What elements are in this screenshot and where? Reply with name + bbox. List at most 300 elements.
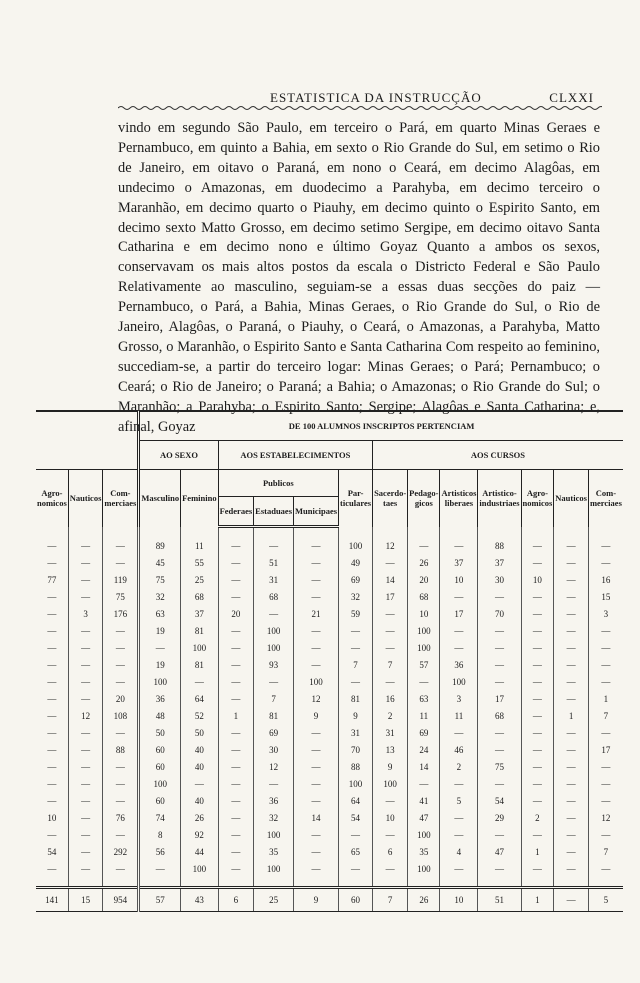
table-cell: — [588,622,622,639]
table-cell: — [554,571,589,588]
table-cell: — [554,843,589,860]
table-cell: 2 [521,809,554,826]
table-cell: — [521,690,554,707]
table-cell: 46 [440,741,478,758]
table-cell: 52 [181,707,218,724]
table-cell: — [554,605,589,622]
table-row [36,707,623,724]
wavy-rule [118,104,602,112]
table-cell: 54 [478,792,521,809]
table-cell: — [218,860,254,877]
table-cell: — [339,860,373,877]
table-cell: 51 [254,554,294,571]
table-cell: 17 [373,588,408,605]
table-cell: 57 [408,656,440,673]
table-cell: 36 [440,656,478,673]
table-cell: — [440,724,478,741]
table-cell: 31 [373,724,408,741]
table-row [36,554,623,571]
table-cell: 77 [47,574,57,585]
table-cell: — [68,571,103,588]
table-cell: — [103,860,139,877]
table-cell: — [103,792,139,809]
table-cell: 81 [181,656,218,673]
group-estabelecimentos: AOS ESTABELECIMENTOS [218,441,372,470]
table-cell: 36 [139,690,181,707]
table-cell: 2 [373,707,408,724]
table-cell: 11 [408,707,440,724]
table-cell: — [218,724,254,741]
table-cell: — [554,758,589,775]
table-cell: — [339,622,373,639]
table-cell: 16 [588,571,622,588]
table-cell: 9 [294,707,339,724]
table-cell: — [294,639,339,656]
table-cell: 4 [440,843,478,860]
table-cell: — [339,639,373,656]
table-cell: — [588,775,622,792]
table-cell: — [588,537,622,554]
table-cell: — [68,588,103,605]
table-cell: — [588,758,622,775]
table-cell: — [521,826,554,843]
table-cell: 9 [339,707,373,724]
table-cell: — [47,676,57,687]
table-cell: 14 [408,758,440,775]
table-cell: 1 [588,690,622,707]
table-cell: — [218,809,254,826]
table-cell: — [103,724,139,741]
table-row [36,656,623,673]
total-cell: 7 [373,888,408,912]
statistics-table [36,410,623,912]
table-cell: 55 [181,554,218,571]
table-cell: 100 [139,775,181,792]
table-cell: — [218,775,254,792]
table-cell: — [68,860,103,877]
table-cell: — [554,554,589,571]
table-cell: — [47,625,57,636]
table-cell: — [294,554,339,571]
table-cell: — [294,622,339,639]
table-cell: — [478,673,521,690]
table-cell: — [294,588,339,605]
table-cell: — [47,557,57,568]
table-cell: 17 [440,605,478,622]
col-agronomicos: Agro- nomicos [521,470,554,527]
table-cell: 54 [47,846,57,857]
total-cell: 15 [68,888,103,912]
table-cell: — [373,554,408,571]
total-cell: 9 [294,888,339,912]
table-cell: 14 [373,571,408,588]
table-cell: 13 [373,741,408,758]
table-cell: — [588,724,622,741]
col-masculino: Masculino [139,470,181,527]
table-cell: — [521,741,554,758]
page-number: CLXXI [549,90,594,105]
table-cell: 100 [373,775,408,792]
total-cell: 10 [440,888,478,912]
group-cursos: AOS CURSOS [373,441,623,470]
table-cell: 7 [373,656,408,673]
table-cell: — [521,537,554,554]
table-cell: — [521,639,554,656]
table-row [36,690,623,707]
table-cell: — [440,826,478,843]
table-cell: — [139,639,181,656]
table-cell: — [294,860,339,877]
table-cell: 3 [440,690,478,707]
main-header: DE 100 ALUMNOS INSCRIPTOS PERTENCIAM [139,411,623,441]
table-cell: — [68,809,103,826]
table-cell: 1 [521,843,554,860]
table-cell: — [478,775,521,792]
table-cell: — [554,792,589,809]
table-row [36,843,623,860]
table-cell: — [294,775,339,792]
table-cell: 60 [139,758,181,775]
table-cell: 100 [440,673,478,690]
table-cell: 5 [440,792,478,809]
col-sacerdotaes: Sacerdo- taes [373,470,408,527]
sub-publicos: Publicos [218,470,338,497]
table-cell: 7 [254,690,294,707]
table-cell: 12 [294,690,339,707]
table-cell: — [294,826,339,843]
table-cell: 100 [408,826,440,843]
table-cell: 26 [181,809,218,826]
table-cell: — [254,673,294,690]
total-cell: 43 [181,888,218,912]
table-cell: — [47,659,57,670]
col-commerciaes-left: Com- merciaes [103,470,139,527]
table-cell: — [588,673,622,690]
table-cell: 8 [139,826,181,843]
table-cell: 100 [254,826,294,843]
table-cell: 88 [339,758,373,775]
table-cell: 12 [254,758,294,775]
table-cell: — [373,622,408,639]
table-cell: 100 [408,639,440,656]
table-cell: 100 [254,860,294,877]
total-cell: 954 [103,888,139,912]
table-cell: — [47,642,57,653]
table-cell: — [218,690,254,707]
table-cell: 59 [339,605,373,622]
table-cell: 48 [139,707,181,724]
table-row [36,758,623,775]
table-cell: — [68,537,103,554]
group-sexo: AO SEXO [139,441,218,470]
table-cell: 64 [339,792,373,809]
table-cell: 12 [588,809,622,826]
table-cell: 11 [440,707,478,724]
table-cell: 75 [139,571,181,588]
table-cell: — [47,778,57,789]
table-cell: — [478,639,521,656]
table-cell: — [521,724,554,741]
table-cell: 50 [181,724,218,741]
table-cell: — [68,673,103,690]
table-row [36,605,623,622]
table-cell: 76 [103,809,139,826]
table-cell: — [339,826,373,843]
table-cell: 26 [408,554,440,571]
table-cell: 41 [408,792,440,809]
table-cell: 10 [440,571,478,588]
table-cell: — [181,775,218,792]
total-cell: 25 [254,888,294,912]
table-cell: — [68,741,103,758]
total-cell: 5 [588,888,622,912]
table-cell: 50 [139,724,181,741]
table-cell: 68 [478,707,521,724]
table-row [36,724,623,741]
table-cell: — [103,554,139,571]
table-cell: — [103,656,139,673]
table-cell: — [218,826,254,843]
table-cell: 63 [139,605,181,622]
col-particulares: Par- ticulares [339,470,373,527]
table-cell: — [218,843,254,860]
table-cell: — [68,554,103,571]
table-cell: — [103,826,139,843]
table-cell: 3 [588,605,622,622]
table-cell: 40 [181,758,218,775]
table-cell: — [521,775,554,792]
col-nauticos-left: Nauticos [68,470,103,527]
table-row [36,792,623,809]
table-cell: — [218,554,254,571]
table-cell: — [103,537,139,554]
table-cell: 100 [294,673,339,690]
table-cell: — [554,588,589,605]
table-cell: — [294,843,339,860]
table-cell: — [218,673,254,690]
table-cell: — [68,622,103,639]
table-cell: — [373,792,408,809]
table-cell: 64 [181,690,218,707]
table-cell: — [554,775,589,792]
table-cell: 29 [478,809,521,826]
table-cell: — [408,775,440,792]
table-cell: 68 [181,588,218,605]
table-cell: — [554,622,589,639]
table-cell: — [440,639,478,656]
table-cell: 7 [588,707,622,724]
table-cell: 2 [440,758,478,775]
table-cell: — [103,622,139,639]
table-cell: 81 [181,622,218,639]
col-federaes: Federaes [218,497,254,527]
table-cell: 17 [588,741,622,758]
table-cell: 32 [339,588,373,605]
table-cell: — [521,792,554,809]
table-cell: 17 [478,690,521,707]
table-cell: 10 [47,812,57,823]
table-cell: 35 [254,843,294,860]
table-cell: — [478,741,521,758]
table-cell: — [254,775,294,792]
table-cell: — [103,673,139,690]
table-cell: — [47,710,57,721]
table-cell: — [294,537,339,554]
table-cell: 31 [254,571,294,588]
table-cell: — [218,656,254,673]
table-cell: 9 [373,758,408,775]
table-cell: — [68,690,103,707]
table-cell: 100 [339,537,373,554]
table-cell: — [478,724,521,741]
table-cell: 16 [373,690,408,707]
col-commerciaes: Com- merciaes [588,470,622,527]
table-cell: — [521,673,554,690]
table-cell: 20 [218,605,254,622]
table-cell: — [47,761,57,772]
table-cell: — [408,537,440,554]
table-cell: — [521,860,554,877]
table-cell: 49 [339,554,373,571]
table-cell: 60 [139,741,181,758]
table-cell: 7 [588,843,622,860]
table-cell: — [373,639,408,656]
table-cell: — [440,775,478,792]
running-title: ESTATISTICA DA INSTRUCÇÃO [270,90,482,105]
table-row [36,588,623,605]
table-cell: — [294,741,339,758]
table-cell: 292 [103,843,139,860]
table-cell: 12 [373,537,408,554]
table-cell: — [554,639,589,656]
table-cell: — [218,571,254,588]
table-cell: 3 [68,605,103,622]
table-cell: — [254,537,294,554]
table-cell: 100 [181,639,218,656]
table-cell: 176 [103,605,139,622]
table-cell: — [521,588,554,605]
table-cell: 12 [68,707,103,724]
table-cell: — [103,639,139,656]
table-cell: — [478,860,521,877]
table-cell: 10 [373,809,408,826]
table-body [36,527,623,912]
table-cell: 100 [181,860,218,877]
total-cell: 51 [478,888,521,912]
table-row [36,860,623,877]
table-cell: 19 [139,656,181,673]
table-cell: — [554,673,589,690]
table-cell: — [47,693,57,704]
col-estaduaes: Estaduaes [254,497,294,527]
table-cell: — [218,537,254,554]
page-header [118,90,602,110]
table-cell: — [521,622,554,639]
table-cell: — [478,588,521,605]
paragraph-text: vindo em segundo São Paulo, em terceiro o Pará, em quarto Minas Geraes e Pernambuco, em quinto a Bahia, em sexto o Rio Grande do Sul, em setimo o Rio de Janeiro, em oitavo o Paraná, em nono o Ceará, em decimo Alagôas, em undecimo o Amazonas, em duodecimo a Parahyba, em decimo terceiro o Maranhão, em decimo quarto o Piauhy, em decimo quinto o Espirito Santo, em decimo sexto Matto Grosso, em decimo setimo Sergipe, em decimo oitavo Santa Catharina e em decimo nono e último Goyaz Quanto a ambos os sexos, conservavam os mais altos postos da escala o Districto Federal e São Paulo Relativamente ao masculino, seguiam-se a essas duas secções do paiz — Pernambuco, o Pará, a Bahia, Minas Geraes, o Rio Grande do Sul, o Rio de Janeiro, Alagôas, o Paraná, o Piauhy, o Ceará, o Amazonas, a Parahyba, Matto Grosso, o Maranhão, o Espirito Santo e Santa Catharina Com respeito ao feminino, succediam-se, a partir do terceiro logar: Minas Geraes; o Pará; Pernambuco; o Ceará; o Rio de Janeiro; o Paraná; a Bahia; o Amazonas; o Rio Grande do Sul; o Maranhão; a Parahyba; o Espirito Santo; Sergipe; Alagôas e Santa Catharina; e, afinal, Goyaz [118,120,600,435]
table-cell: 14 [294,809,339,826]
table-cell: — [47,540,57,551]
table-cell: — [373,860,408,877]
table-cell: — [554,860,589,877]
table-cell: — [588,639,622,656]
table-cell: 56 [139,843,181,860]
table-cell: — [373,605,408,622]
table-cell: — [521,758,554,775]
table-cell: 44 [181,843,218,860]
table-cell: — [588,826,622,843]
table-cell: — [47,863,57,874]
table-cell: 88 [103,741,139,758]
table-cell: 81 [339,690,373,707]
total-cell: 60 [339,888,373,912]
table-cell: 100 [254,639,294,656]
table-cell: 60 [139,792,181,809]
table-cell: 21 [294,605,339,622]
table-cell: — [408,673,440,690]
table-cell: 75 [103,588,139,605]
table-cell: 70 [478,605,521,622]
table-row [36,622,623,639]
col-nauticos: Nauticos [554,470,589,527]
table-cell: 89 [139,537,181,554]
table-cell: — [218,588,254,605]
table-cell: 69 [254,724,294,741]
table-cell: — [440,588,478,605]
table-cell: 19 [139,622,181,639]
total-cell: — [554,888,589,912]
table-cell: 100 [139,673,181,690]
table-cell: 69 [408,724,440,741]
table-row [36,639,623,656]
table-cell: 31 [339,724,373,741]
table-cell: 47 [408,809,440,826]
table-cell: 15 [588,588,622,605]
totals-row [36,888,623,912]
table-cell: — [294,656,339,673]
table-cell: 25 [181,571,218,588]
table-cell: 10 [408,605,440,622]
table-cell: 40 [181,741,218,758]
table-cell: 47 [478,843,521,860]
table-cell: 30 [254,741,294,758]
body-paragraph [118,119,600,438]
table-cell: 1 [218,707,254,724]
table-cell: — [181,673,218,690]
table-cell: — [478,826,521,843]
table-cell: — [294,792,339,809]
table-cell: — [478,656,521,673]
table-cell: 63 [408,690,440,707]
table-cell: 6 [373,843,408,860]
table-cell: 37 [440,554,478,571]
table-cell: 35 [408,843,440,860]
table-cell: — [294,758,339,775]
table-cell: — [103,775,139,792]
total-cell: 6 [218,888,254,912]
table-cell: 68 [408,588,440,605]
total-cell: 26 [408,888,440,912]
table-cell: — [521,605,554,622]
table-cell: — [294,571,339,588]
table-cell: — [47,608,57,619]
table-cell: 69 [339,571,373,588]
table-cell: — [47,795,57,806]
table-cell: — [554,656,589,673]
col-agronomicos-left: Agro- nomicos [36,470,68,527]
table-cell: — [68,758,103,775]
col-municipaes: Municipaes [294,497,339,527]
